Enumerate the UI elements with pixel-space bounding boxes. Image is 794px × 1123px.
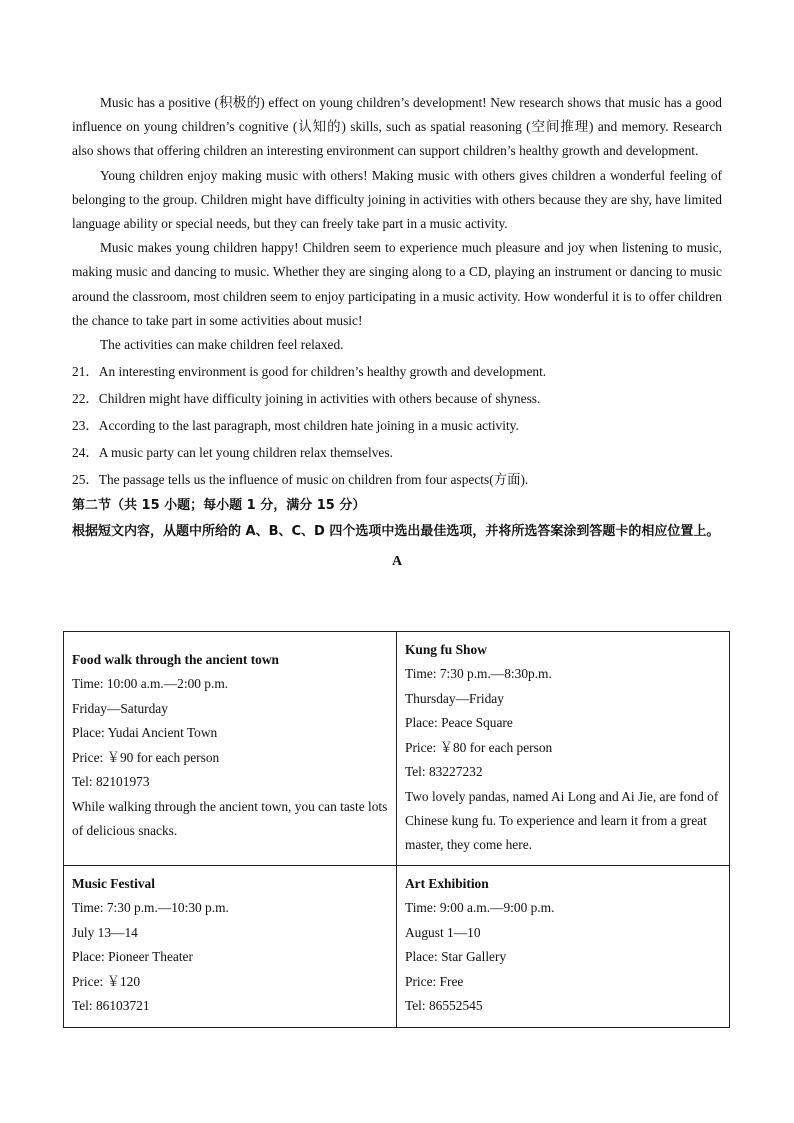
ad-description: Two lovely pandas, named Ai Long and Ai Jie, are fond of Chinese kung fu. To experience and learn it from a great master, they come here. [405, 788, 719, 852]
ad-food-walk [64, 632, 397, 866]
passage-paragraph-2: Young children enjoy making music with others! Making music with others gives children a wonderful feeling of belonging to the group. Children might have difficulty joining in activities with others because they are shy, have limited language ability or special needs, but they can freely take part in a music activity. [72, 167, 722, 232]
ad-place: Place: Star Gallery [405, 949, 507, 965]
ad-time: Time: 9:00 a.m.—9:00 p.m. [405, 899, 555, 915]
ad-time: Time: 7:30 p.m.—10:30 p.m. [72, 899, 229, 915]
ad-tel: Tel: 86103721 [72, 998, 150, 1014]
ad-tel: Tel: 83227232 [405, 764, 483, 780]
ad-days: Thursday—Friday [405, 690, 504, 706]
ad-kung-fu-show [397, 632, 730, 866]
question-25: 25．The passage tells us the influence of music on children from four aspects(方面). [72, 472, 529, 488]
ad-place: Place: Pioneer Theater [72, 949, 193, 965]
ad-place: Place: Yudai Ancient Town [72, 725, 218, 741]
ad-price: Price: Free [405, 973, 464, 989]
passage-statement: The activities can make children feel relaxed. [100, 337, 344, 353]
question-list [72, 358, 722, 493]
ad-days: July 13—14 [72, 924, 138, 940]
ad-price: Price: ￥90 for each person [72, 749, 220, 765]
question-24: 24．A music party can let young children relax themselves. [72, 445, 393, 461]
ad-time: Time: 7:30 p.m.—8:30p.m. [405, 666, 552, 681]
section-instruction: 根据短文内容，从题中所给的 A、B、C、D 四个选项中选出最佳选项，并将所选答案涂到答题卡的相应位置上。 [72, 524, 720, 540]
ad-description: While walking through the ancient town, you can taste lots of delicious snacks. [72, 798, 388, 838]
ad-title: Kung fu Show [405, 642, 487, 657]
ad-title: Art Exhibition [405, 875, 489, 891]
ad-title: Food walk through the ancient town [72, 652, 279, 667]
ads-row-1 [64, 632, 730, 866]
ad-time: Time: 10:00 a.m.—2:00 p.m. [72, 676, 229, 691]
ad-tel: Tel: 82101973 [72, 774, 150, 790]
question-21: 21．An interesting environment is good for children’s healthy growth and development. [72, 364, 547, 380]
ads-row-2 [64, 865, 730, 1027]
ad-days: August 1—10 [405, 924, 481, 940]
passage-paragraph-1: Music has a positive (积极的) effect on young children’s development! New research shows that music has a good influence on young children’s cognitive (认知的) skills, such as spatial reasoning (空间推理) and memory. Research also shows that offering children an interesting environment can support children’s healthy growth and development. [72, 95, 722, 159]
ads-table [63, 631, 730, 1028]
ad-price: Price: ￥120 [72, 973, 141, 989]
ad-music-festival [64, 865, 397, 1027]
ad-title: Music Festival [72, 875, 155, 891]
section-heading: 第二节（共 15 小题；每小题 1 分，满分 15 分） [72, 498, 366, 514]
ad-days: Friday—Saturday [72, 700, 168, 716]
ad-price: Price: ￥80 for each person [405, 739, 553, 755]
question-23: 23．According to the last paragraph, most children hate joining in a music activity. [72, 418, 519, 434]
passage-paragraph-3: Music makes young children happy! Children seem to experience much pleasure and joy when listening to music, making music and dancing to music. Whether they are singing along to a CD, playing an instrument or dancing to music around the classroom, most children seem to enjoy participating in a music activity. How wonderful it is to offer children the chance to take part in some activities about music! [72, 240, 722, 328]
ad-art-exhibition [397, 865, 730, 1027]
ad-place: Place: Peace Square [405, 715, 513, 731]
question-22: 22．Children might have difficulty joining in activities with others because of shyness. [72, 391, 541, 407]
passage-area [72, 91, 722, 577]
ad-tel: Tel: 86552545 [405, 998, 483, 1014]
passage-letter: A [391, 554, 403, 570]
